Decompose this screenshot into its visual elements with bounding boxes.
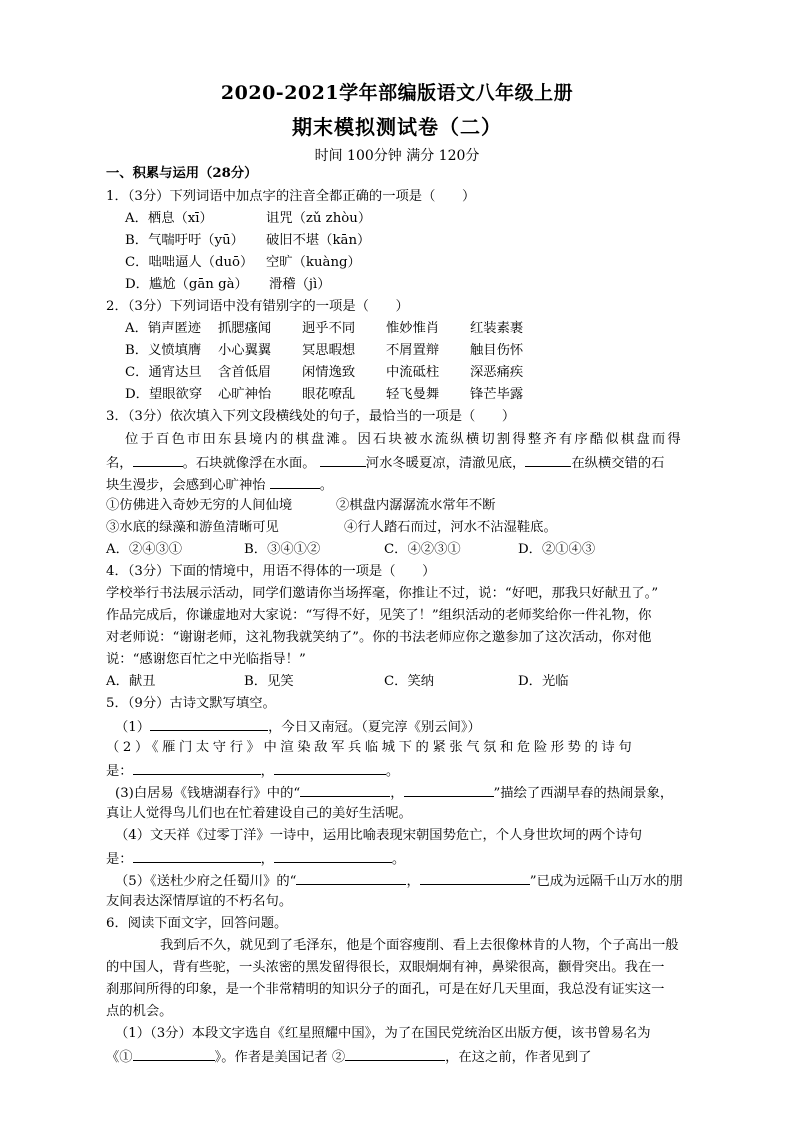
q5-text: ， (390, 786, 404, 801)
q6-passage-line3: 刹那间所得的印象，是一个非常精明的知识分子的面孔，可是在好几天里面，我总没有证实这一 (106, 982, 665, 997)
q3-choice: ④行人踏石而过，河水不沾湿鞋底。 (344, 520, 557, 535)
q2-b-word: 小心翼翼 (218, 343, 272, 358)
q5-text: ，今日又南冠。（夏完淳《别云间》） (268, 720, 481, 735)
blank-line (133, 761, 261, 775)
blank-line (404, 783, 494, 797)
q2-a-word: 迥乎不同 (302, 321, 356, 336)
q4-passage-line2: 作品完成后，你谦虚地对大家说：“写得不好，见笑了！”组织活动的老师奖给你一件礼物，你 (106, 608, 652, 623)
q5-item1 (115, 717, 481, 737)
q6-passage-line4: 点的机会。 (106, 1004, 173, 1019)
q3-option-b: B．③④①② (244, 542, 321, 557)
blank-line (270, 475, 320, 489)
q1-option-a-word2: 诅咒（zǔ zhòu） (266, 211, 372, 226)
q6-sub1-line1: （1）（3分）本段文字选自《红星照耀中国》，为了在国民党统治区出版方便，该书曾易名为 (115, 1026, 651, 1041)
q5-text: 。 (391, 852, 406, 867)
section-heading: 一、积累与运用（28分） (106, 166, 258, 181)
blank-line (296, 871, 406, 885)
q5-item4-line2 (106, 849, 405, 869)
q3-choice: ①仿佛进入奇妙无穷的人间仙境 (106, 498, 293, 513)
q4-option-a: A．献丑 (106, 674, 156, 689)
q5-item2-line1: （2）《雁门太守行》中渲染敌军兵临城下的紧张气氛和危险形势的诗句 (106, 740, 636, 755)
q3-option-d: D．②①④③ (518, 542, 596, 557)
q5-item4-line1: （4）文天祥《过零丁洋》一诗中，运用比喻表现宋朝国势危亡，个人身世坎坷的两个诗句 (115, 828, 643, 843)
q2-a-word: 抓腮瘙闻 (218, 321, 272, 336)
q3-stem: 3．（3分）依次填入下列文段横线处的句子，最恰当的一项是（ ） (106, 409, 516, 424)
q2-d-word: 轻飞曼舞 (386, 387, 440, 402)
blank-line (133, 453, 183, 467)
q3-passage-line2 (106, 453, 664, 473)
q3-option-c: C．④②③① (384, 542, 461, 557)
q2-d-word: 心旷神怡 (218, 387, 272, 402)
q5-text: （5）《送杜少府之任蜀川》的“ (115, 874, 297, 889)
blank-line (274, 761, 386, 775)
q3-text: 块生漫步，会感到心旷神怡 (106, 478, 266, 493)
q2-stem: 2．（3分）下列词语中没有错别字的一项是（ ） (106, 299, 409, 314)
exam-subtitle: 期末模拟测试卷（二） (292, 115, 502, 139)
blank-line (320, 453, 366, 467)
q1-option-d-word2: 滑稽（jì） (269, 277, 331, 292)
q5-text: ”已成为远隔千山万水的朋 (529, 874, 683, 889)
q3-text: 河水冬暖夏凉，清澈见底， (365, 456, 526, 471)
q2-a-word: A．销声匿迹 (125, 321, 202, 336)
q5-item2-line2 (106, 761, 399, 781)
q2-c-word: 深恶痛疾 (470, 365, 524, 380)
q5-stem: 5．（9分）古诗文默写填空。 (106, 696, 276, 711)
q1-stem: 1．（3分）下列词语中加点字的注音全都正确的一项是（ ） (106, 189, 476, 204)
q6-sub1-line2 (106, 1047, 591, 1067)
q2-b-word: B．义愤填膺 (125, 343, 202, 358)
q1-option-b-word2: 破旧不堪（kān） (266, 233, 371, 248)
blank-line (133, 1047, 215, 1061)
q3-option-a: A．②④③① (106, 542, 183, 557)
q1-option-a-word1: A．栖息（xī） (125, 211, 213, 226)
q6-text: 《① (106, 1050, 133, 1065)
q2-c-word: 中流砥柱 (386, 365, 440, 380)
q5-item5-line1 (115, 871, 683, 891)
q5-text: ， (406, 874, 420, 889)
q5-text: 。 (385, 764, 400, 779)
blank-line (525, 453, 571, 467)
q3-text: 在纵横交错的石 (571, 456, 665, 471)
q4-option-d: D．光临 (518, 674, 569, 689)
q2-c-word: C．通宵达旦 (125, 365, 202, 380)
q4-option-b: B．见笑 (244, 674, 294, 689)
q5-item3-line1 (115, 783, 673, 803)
q5-text: 是： (106, 852, 133, 867)
q5-text: ， (260, 852, 274, 867)
exam-info: 时间 100分钟 满分 120分 (314, 148, 480, 164)
blank-line (274, 849, 392, 863)
q3-passage-line1: 位于百色市田东县境内的棋盘滩。因石块被水流纵横切割得整齐有序酷似棋盘而得 (125, 432, 683, 447)
q5-item3-line2: 真让人觉得鸟儿们也在忙着建设自己的美好生活呢。 (106, 806, 412, 821)
q4-option-c: C．笑纳 (384, 674, 435, 689)
q3-choice: ②棋盘内潺潺流水常年不断 (336, 498, 496, 513)
q6-stem: 6．阅读下面文字，回答问题。 (106, 916, 288, 931)
q1-option-c-word1: C．咄咄逼人（duō） (125, 255, 254, 270)
q5-text: （1） (115, 720, 151, 735)
q2-d-word: 眼花嘹乱 (302, 387, 356, 402)
q5-text: (3)白居易《钱塘湖春行》中的“ (115, 786, 301, 801)
q4-passage-line4: 说：“感谢您百忙之中光临指导！” (106, 652, 306, 667)
blank-line (300, 783, 390, 797)
q2-b-word: 不屑置辩 (386, 343, 440, 358)
q2-c-word: 闲情逸致 (302, 365, 356, 380)
q1-option-c-word2: 空旷（kuàng） (266, 255, 361, 270)
exam-title: 2020-2021学年部编版语文八年级上册 (220, 82, 574, 104)
q2-d-word: 锋芒毕露 (470, 387, 524, 402)
q3-text: 。石块就像浮在水面。 (182, 456, 316, 471)
q5-text: ”描绘了西湖早春的热闹景象， (493, 786, 674, 801)
q4-passage-line1: 学校举行书法展示活动，同学们邀请你当场挥毫，你推让不过，说：“好吧，那我只好献丑了。” (106, 586, 659, 601)
q6-passage-line2: 的中国人，背有些驼，一头浓密的黑发留得很长，双眼炯炯有神，鼻梁很高，颧骨突出。我在一 (106, 960, 665, 975)
q5-text: 是： (106, 764, 133, 779)
q2-a-word: 惟妙惟肖 (386, 321, 440, 336)
q5-text: ， (260, 764, 274, 779)
q6-passage-line1: 我到后不久，就见到了毛泽东，他是个面容瘦削、看上去很像林肯的人物，个子高出一般 (160, 938, 679, 953)
q5-item5-line2: 友间表达深情厚谊的不朽名句。 (106, 894, 293, 909)
q4-stem: 4．（3分）下面的情境中，用语不得体的一项是（ ） (106, 564, 436, 579)
q3-passage-line3 (106, 475, 333, 495)
q3-text: 名， (106, 456, 133, 471)
q2-a-word: 红装素裹 (470, 321, 524, 336)
q6-text: 》。作者是美国记者 ② (214, 1050, 346, 1065)
blank-line (133, 849, 261, 863)
q2-d-word: D．望眼欲穿 (125, 387, 203, 402)
blank-line (420, 871, 530, 885)
q1-option-b-word1: B．气喘吁吁（yū） (125, 233, 244, 248)
blank-line (345, 1047, 445, 1061)
q4-passage-line3: 对老师说：“谢谢老师，这礼物我就笑纳了”。你的书法老师应你之邀参加了这次活动，你对他 (106, 630, 652, 645)
q6-text: ，在这之前，作者见到了 (445, 1050, 592, 1065)
q1-option-d-word1: D．尴尬（gān gà） (125, 277, 248, 292)
q2-b-word: 冥思暇想 (302, 343, 356, 358)
q3-text: 。 (319, 478, 334, 493)
q2-c-word: 含首低眉 (218, 365, 272, 380)
blank-line (150, 717, 268, 731)
q3-choice: ③水底的绿藻和游鱼清晰可见 (106, 520, 279, 535)
q2-b-word: 触目伤怀 (470, 343, 524, 358)
